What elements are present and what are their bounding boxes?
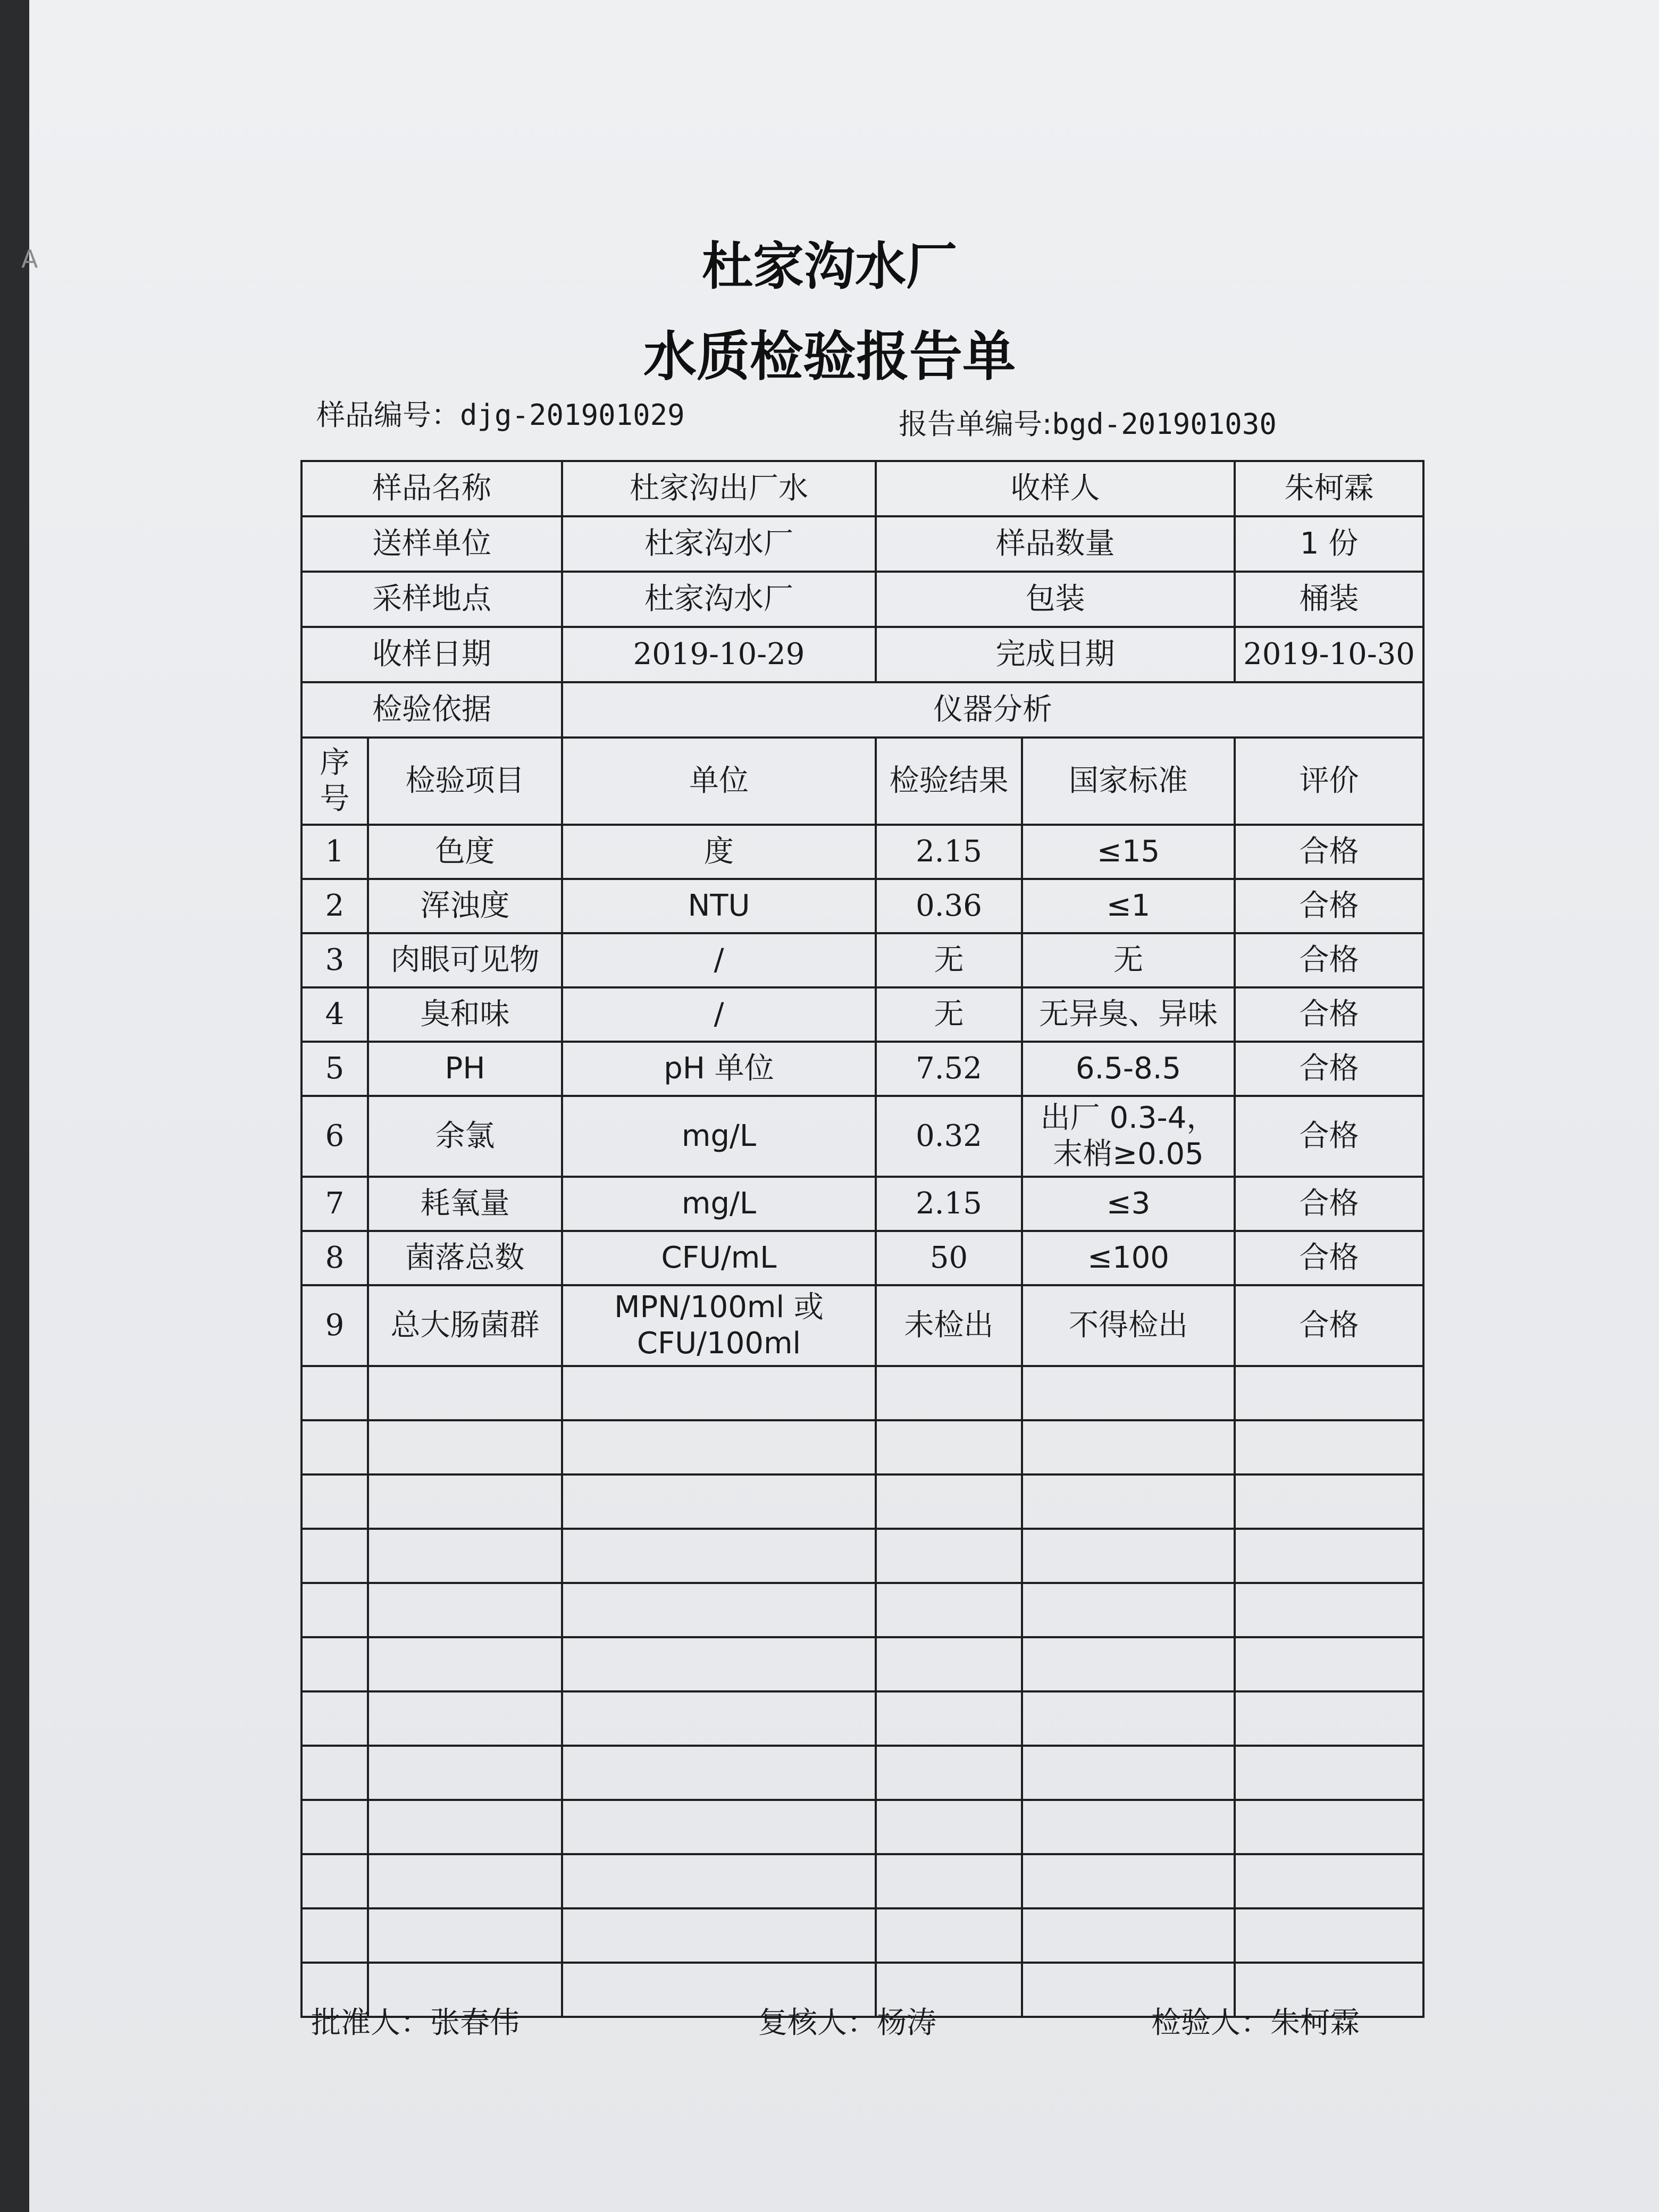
blank-row [301,1529,1423,1583]
cell-unit: pH 单位 [562,1042,876,1096]
cell-item: 肉眼可见物 [368,933,562,987]
blank-cell [876,1691,1022,1746]
cell-unit: mg/L [562,1096,876,1177]
cell-evaluation: 合格 [1235,1231,1423,1285]
cell-unit: / [562,987,876,1042]
blank-cell [562,1420,876,1474]
table-row [301,933,1423,987]
blank-cell [562,1746,876,1800]
blank-cell [876,1474,1022,1529]
blank-cell [1022,1420,1235,1474]
cell-item: 耗氧量 [368,1177,562,1231]
receive-date-value: 2019-10-29 [562,627,876,682]
col-unit-header: 单位 [562,738,876,825]
blank-cell [562,1366,876,1420]
company-name: 杜家沟水厂 [702,237,957,296]
cell-standard: 无 [1022,933,1235,987]
sample-number [316,392,685,433]
blank-cell [368,1800,562,1854]
blank-cell [1235,1637,1423,1691]
sender-label: 送样单位 [301,516,562,572]
approver-label: 批准人： [311,2006,430,2040]
info-row [301,627,1423,682]
inspection-table [300,460,1425,2018]
col-result-header: 检验结果 [876,738,1022,825]
cell-result: 2.15 [876,1177,1022,1231]
cell-seq: 1 [301,825,368,879]
cell-standard: 不得检出 [1022,1285,1235,1366]
blank-cell [368,1474,562,1529]
cell-seq: 5 [301,1042,368,1096]
cell-item: 菌落总数 [368,1231,562,1285]
location-value: 杜家沟水厂 [562,572,876,627]
blank-cell [368,1366,562,1420]
background-keyboard-edge: A [21,245,38,273]
blank-cell [1235,1691,1423,1746]
blank-cell [876,1746,1022,1800]
report-number [899,401,1277,442]
cell-evaluation: 合格 [1235,1285,1423,1366]
blank-row [301,1854,1423,1908]
sample-name-label: 样品名称 [301,461,562,516]
inspector-signature [1151,1999,1360,2042]
cell-result: 0.32 [876,1096,1022,1177]
cell-standard: ≤100 [1022,1231,1235,1285]
cell-unit: MPN/100ml 或 CFU/100ml [562,1285,876,1366]
cell-result: 无 [876,933,1022,987]
blank-cell [1235,1474,1423,1529]
cell-unit: 度 [562,825,876,879]
cell-item: 浑浊度 [368,879,562,933]
col-evaluation-header: 评价 [1235,738,1423,825]
cell-evaluation: 合格 [1235,825,1423,879]
col-standard-header: 国家标准 [1022,738,1235,825]
blank-cell [1022,1637,1235,1691]
basis-value: 仪器分析 [562,682,1423,738]
package-value: 桶装 [1235,572,1423,627]
cell-seq: 2 [301,879,368,933]
approver-signature [311,1999,520,2042]
blank-row [301,1691,1423,1746]
info-row [301,682,1423,738]
cell-result: 7.52 [876,1042,1022,1096]
blank-cell [876,1637,1022,1691]
approver-name: 张春伟 [430,2006,520,2040]
blank-cell [562,1908,876,1963]
blank-cell [368,1529,562,1583]
blank-cell [562,1637,876,1691]
sender-value: 杜家沟水厂 [562,516,876,572]
receive-date-label: 收样日期 [301,627,562,682]
receiver-value: 朱柯霖 [1235,461,1423,516]
cell-unit: / [562,933,876,987]
blank-cell [301,1854,368,1908]
blank-cell [876,1854,1022,1908]
cell-seq: 9 [301,1285,368,1366]
blank-cell [876,1366,1022,1420]
cell-item: PH [368,1042,562,1096]
cell-item: 臭和味 [368,987,562,1042]
quantity-label: 样品数量 [876,516,1235,572]
cell-result: 未检出 [876,1285,1022,1366]
column-header-row [301,738,1423,825]
blank-cell [1022,1474,1235,1529]
table-row [301,825,1423,879]
blank-cell [368,1420,562,1474]
blank-cell [1022,1366,1235,1420]
cell-standard: ≤3 [1022,1177,1235,1231]
cell-item: 余氯 [368,1096,562,1177]
blank-cell [562,1800,876,1854]
blank-row [301,1474,1423,1529]
info-row [301,516,1423,572]
blank-cell [1022,1583,1235,1637]
blank-cell [1235,1420,1423,1474]
blank-cell [368,1637,562,1691]
info-row [301,572,1423,627]
receiver-label: 收样人 [876,461,1235,516]
finish-date-label: 完成日期 [876,627,1235,682]
blank-cell [1235,1529,1423,1583]
location-label: 采样地点 [301,572,562,627]
reviewer-name: 杨涛 [877,2006,936,2040]
cell-seq: 7 [301,1177,368,1231]
cell-standard: 出厂 0.3-4， 末梢≥0.05 [1022,1096,1235,1177]
blank-row [301,1420,1423,1474]
table-row [301,879,1423,933]
table-row [301,1285,1423,1366]
inspector-label: 检验人： [1151,2006,1270,2040]
cell-evaluation: 合格 [1235,1177,1423,1231]
blank-cell [301,1420,368,1474]
cell-evaluation: 合格 [1235,933,1423,987]
table-row [301,1096,1423,1177]
blank-cell [301,1366,368,1420]
quantity-value: 1 份 [1235,516,1423,572]
blank-cell [562,1474,876,1529]
blank-cell [1235,1908,1423,1963]
inspector-name: 朱柯霖 [1270,2006,1360,2040]
blank-cell [368,1854,562,1908]
cell-result: 无 [876,987,1022,1042]
blank-cell [1235,1583,1423,1637]
info-row [301,461,1423,516]
cell-seq: 8 [301,1231,368,1285]
cell-unit: CFU/mL [562,1231,876,1285]
blank-cell [1235,1746,1423,1800]
blank-cell [301,1800,368,1854]
blank-cell [876,1583,1022,1637]
blank-cell [1235,1800,1423,1854]
sample-name-value: 杜家沟出厂水 [562,461,876,516]
cell-standard: ≤15 [1022,825,1235,879]
blank-cell [368,1583,562,1637]
col-item-header: 检验项目 [368,738,562,825]
report-number-label: 报告单编号: [899,407,1052,441]
blank-row [301,1637,1423,1691]
cell-result: 2.15 [876,825,1022,879]
blank-cell [301,1908,368,1963]
sample-number-value: djg-201901029 [460,398,685,432]
blank-cell [368,1691,562,1746]
cell-item: 色度 [368,825,562,879]
blank-cell [301,1637,368,1691]
blank-cell [876,1420,1022,1474]
cell-unit: mg/L [562,1177,876,1231]
blank-row [301,1583,1423,1637]
blank-cell [876,1529,1022,1583]
cell-unit: NTU [562,879,876,933]
blank-cell [301,1583,368,1637]
blank-cell [301,1529,368,1583]
blank-row [301,1908,1423,1963]
report-title: 水质检验报告单 [643,325,1016,388]
cell-item: 总大肠菌群 [368,1285,562,1366]
blank-cell [301,1691,368,1746]
blank-cell [1022,1908,1235,1963]
cell-evaluation: 合格 [1235,1096,1423,1177]
blank-row [301,1746,1423,1800]
blank-row [301,1366,1423,1420]
blank-cell [301,1474,368,1529]
cell-seq: 6 [301,1096,368,1177]
cell-standard: 无异臭、异味 [1022,987,1235,1042]
blank-row [301,1800,1423,1854]
blank-cell [1235,1854,1423,1908]
blank-cell [1235,1366,1423,1420]
col-seq-header: 序号 [301,738,368,825]
cell-result: 0.36 [876,879,1022,933]
reviewer-label: 复核人： [758,2006,877,2040]
blank-cell [876,1908,1022,1963]
cell-seq: 4 [301,987,368,1042]
cell-seq: 3 [301,933,368,987]
blank-cell [368,1908,562,1963]
table-row [301,1231,1423,1285]
blank-cell [562,1529,876,1583]
basis-label: 检验依据 [301,682,562,738]
blank-cell [562,1691,876,1746]
cell-standard: ≤1 [1022,879,1235,933]
report-number-value: bgd-201901030 [1052,407,1277,441]
blank-cell [562,1583,876,1637]
blank-cell [876,1800,1022,1854]
table-row [301,1177,1423,1231]
cell-result: 50 [876,1231,1022,1285]
blank-cell [368,1746,562,1800]
blank-cell [562,1854,876,1908]
cell-evaluation: 合格 [1235,879,1423,933]
package-label: 包装 [876,572,1235,627]
finish-date-value: 2019-10-30 [1235,627,1423,682]
table-row [301,1042,1423,1096]
reviewer-signature [758,1999,936,2042]
table-row [301,987,1423,1042]
blank-cell [1022,1800,1235,1854]
cell-evaluation: 合格 [1235,1042,1423,1096]
blank-cell [1022,1529,1235,1583]
blank-cell [301,1746,368,1800]
blank-cell [1022,1746,1235,1800]
cell-standard: 6.5-8.5 [1022,1042,1235,1096]
blank-cell [1022,1854,1235,1908]
cell-evaluation: 合格 [1235,987,1423,1042]
sample-number-label: 样品编号： [316,398,460,432]
blank-cell [1022,1691,1235,1746]
